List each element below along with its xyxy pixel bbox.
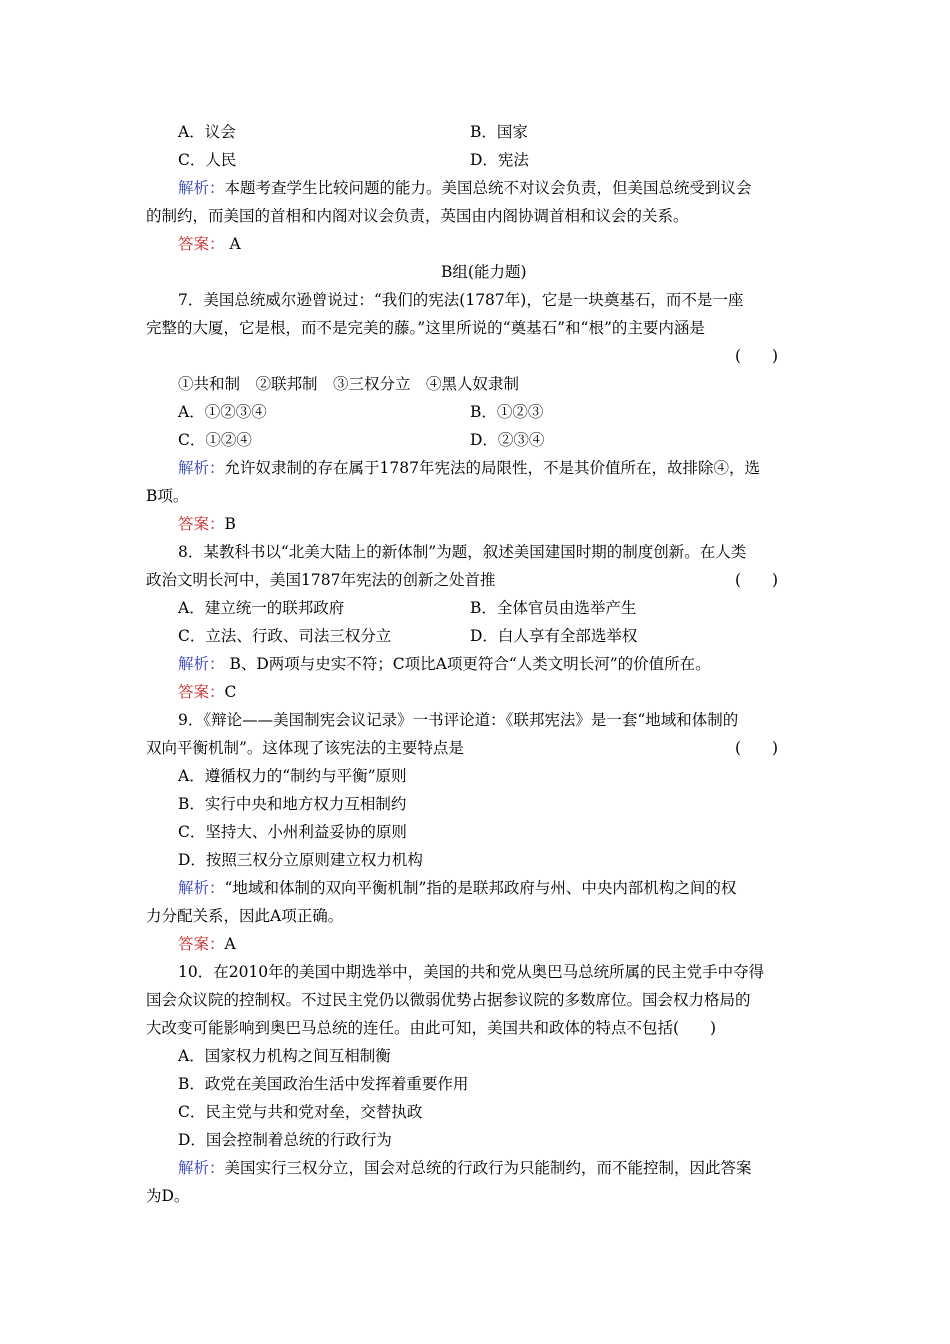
q10-option-b: B．政党在美国政治生活中发挥着重要作用 [178,1075,469,1093]
q6-analysis-line2: 的制约，而美国的首相和内阁对议会负责，英国由内阁协调首相和议会的关系。 [146,207,689,225]
q8-answer-paren: ( ) [735,571,779,589]
answer-label: 答案： [178,683,225,701]
q8-stem-line2: 政治文明长河中，美国1787年宪法的创新之处首推 [146,571,496,589]
analysis-text: 本题考查学生比较问题的能力。美国总统不对议会负责，但美国总统受到议会 [224,179,752,197]
q7-option-d: D．②③④ [470,431,545,449]
analysis-text: 美国实行三权分立，国会对总统的行政行为只能制约，而不能控制，因此答案 [224,1159,752,1177]
q6-analysis-line1 [178,178,752,198]
q10-option-c: C．民主党与共和党对垒，交替执政 [178,1103,423,1121]
q7-answer-paren: ( ) [735,347,779,365]
q9-answer [178,934,236,954]
q10-stem-line3: 大改变可能影响到奥巴马总统的连任。由此可知，美国共和政体的特点不包括( ) [146,1019,717,1037]
q9-option-c: C．坚持大、小州利益妥协的原则 [178,823,407,841]
answer-value: A [224,935,236,953]
q7-stem-line2: 完整的大厦，它是根，而不是完美的藤。”这里所说的“奠基石”和“根”的主要内涵是 [146,319,705,337]
q9-option-b: B．实行中央和地方权力互相制约 [178,795,407,813]
q6-answer [178,234,241,254]
section-heading: B组(能力题) [441,263,527,281]
q10-analysis-line2: 为D。 [146,1187,190,1205]
q7-items: ①共和制 ②联邦制 ③三权分立 ④黑人奴隶制 [178,375,520,393]
answer-label: 答案： [178,515,225,533]
q10-option-d: D．国会控制着总统的行政行为 [178,1131,392,1149]
analysis-label: 解析： [178,179,225,197]
q7-option-c: C．①②④ [178,431,252,449]
q8-analysis-line1 [178,654,711,674]
analysis-text: “地域和体制的双向平衡机制”指的是联邦政府与州、中央内部机构之间的权 [224,879,737,897]
analysis-label: 解析： [178,459,225,477]
answer-label: 答案： [178,235,225,253]
q10-option-a: A．国家权力机构之间互相制衡 [178,1047,391,1065]
q10-analysis-line1 [178,1158,752,1178]
analysis-label: 解析： [178,1159,225,1177]
answer-value: B [224,515,236,533]
q8-option-d: D．白人享有全部选举权 [470,627,638,645]
q7-analysis-line1 [178,458,760,478]
answer-value: A [224,235,241,253]
q7-answer [178,514,236,534]
q9-analysis-line2: 力分配关系，因此A项正确。 [146,907,344,925]
q9-option-a: A．遵循权力的“制约与平衡”原则 [178,767,407,785]
q8-option-c: C．立法、行政、司法三权分立 [178,627,392,645]
q7-stem-line1: 7．美国总统威尔逊曾说过：“我们的宪法(1787年)，它是一块奠基石，而不是一座 [178,291,744,309]
q8-option-b: B．全体官员由选举产生 [470,599,637,617]
q6-option-c: C．人民 [178,151,237,169]
analysis-text: 允许奴隶制的存在属于1787年宪法的局限性，不是其价值所在，故排除④，选 [224,459,760,477]
q6-option-a: A．议会 [178,123,236,141]
q9-answer-paren: ( ) [735,739,779,757]
q8-stem-line1: 8．某教科书以“北美大陆上的新体制”为题，叙述美国建国时期的制度创新。在人类 [178,543,747,561]
q9-option-d: D．按照三权分立原则建立权力机构 [178,851,423,869]
q9-analysis-line1 [178,878,736,898]
analysis-text: B、D两项与史实不符；C项比A项更符合“人类文明长河”的价值所在。 [224,655,711,673]
q10-stem-line2: 国会众议院的控制权。不过民主党仍以微弱优势占据参议院的多数席位。国会权力格局的 [146,991,751,1009]
q9-stem-line2: 双向平衡机制”。这体现了该宪法的主要特点是 [146,739,464,757]
q8-answer [178,682,236,702]
q7-option-a: A．①②③④ [178,403,267,421]
answer-value: C [224,683,237,701]
q7-analysis-line2: B项。 [146,487,189,505]
q7-option-b: B．①②③ [470,403,544,421]
analysis-label: 解析： [178,655,225,673]
analysis-label: 解析： [178,879,225,897]
q9-stem-line1: 9．《辩论——美国制宪会议记录》一书评论道：《联邦宪法》是一套“地域和体制的 [178,711,739,729]
q8-option-a: A．建立统一的联邦政府 [178,599,345,617]
q6-option-d: D．宪法 [470,151,529,169]
answer-label: 答案： [178,935,225,953]
q6-option-b: B．国家 [470,123,528,141]
q10-stem-line1: 10．在2010年的美国中期选举中，美国的共和党从奥巴马总统所属的民主党手中夺得 [178,963,765,981]
